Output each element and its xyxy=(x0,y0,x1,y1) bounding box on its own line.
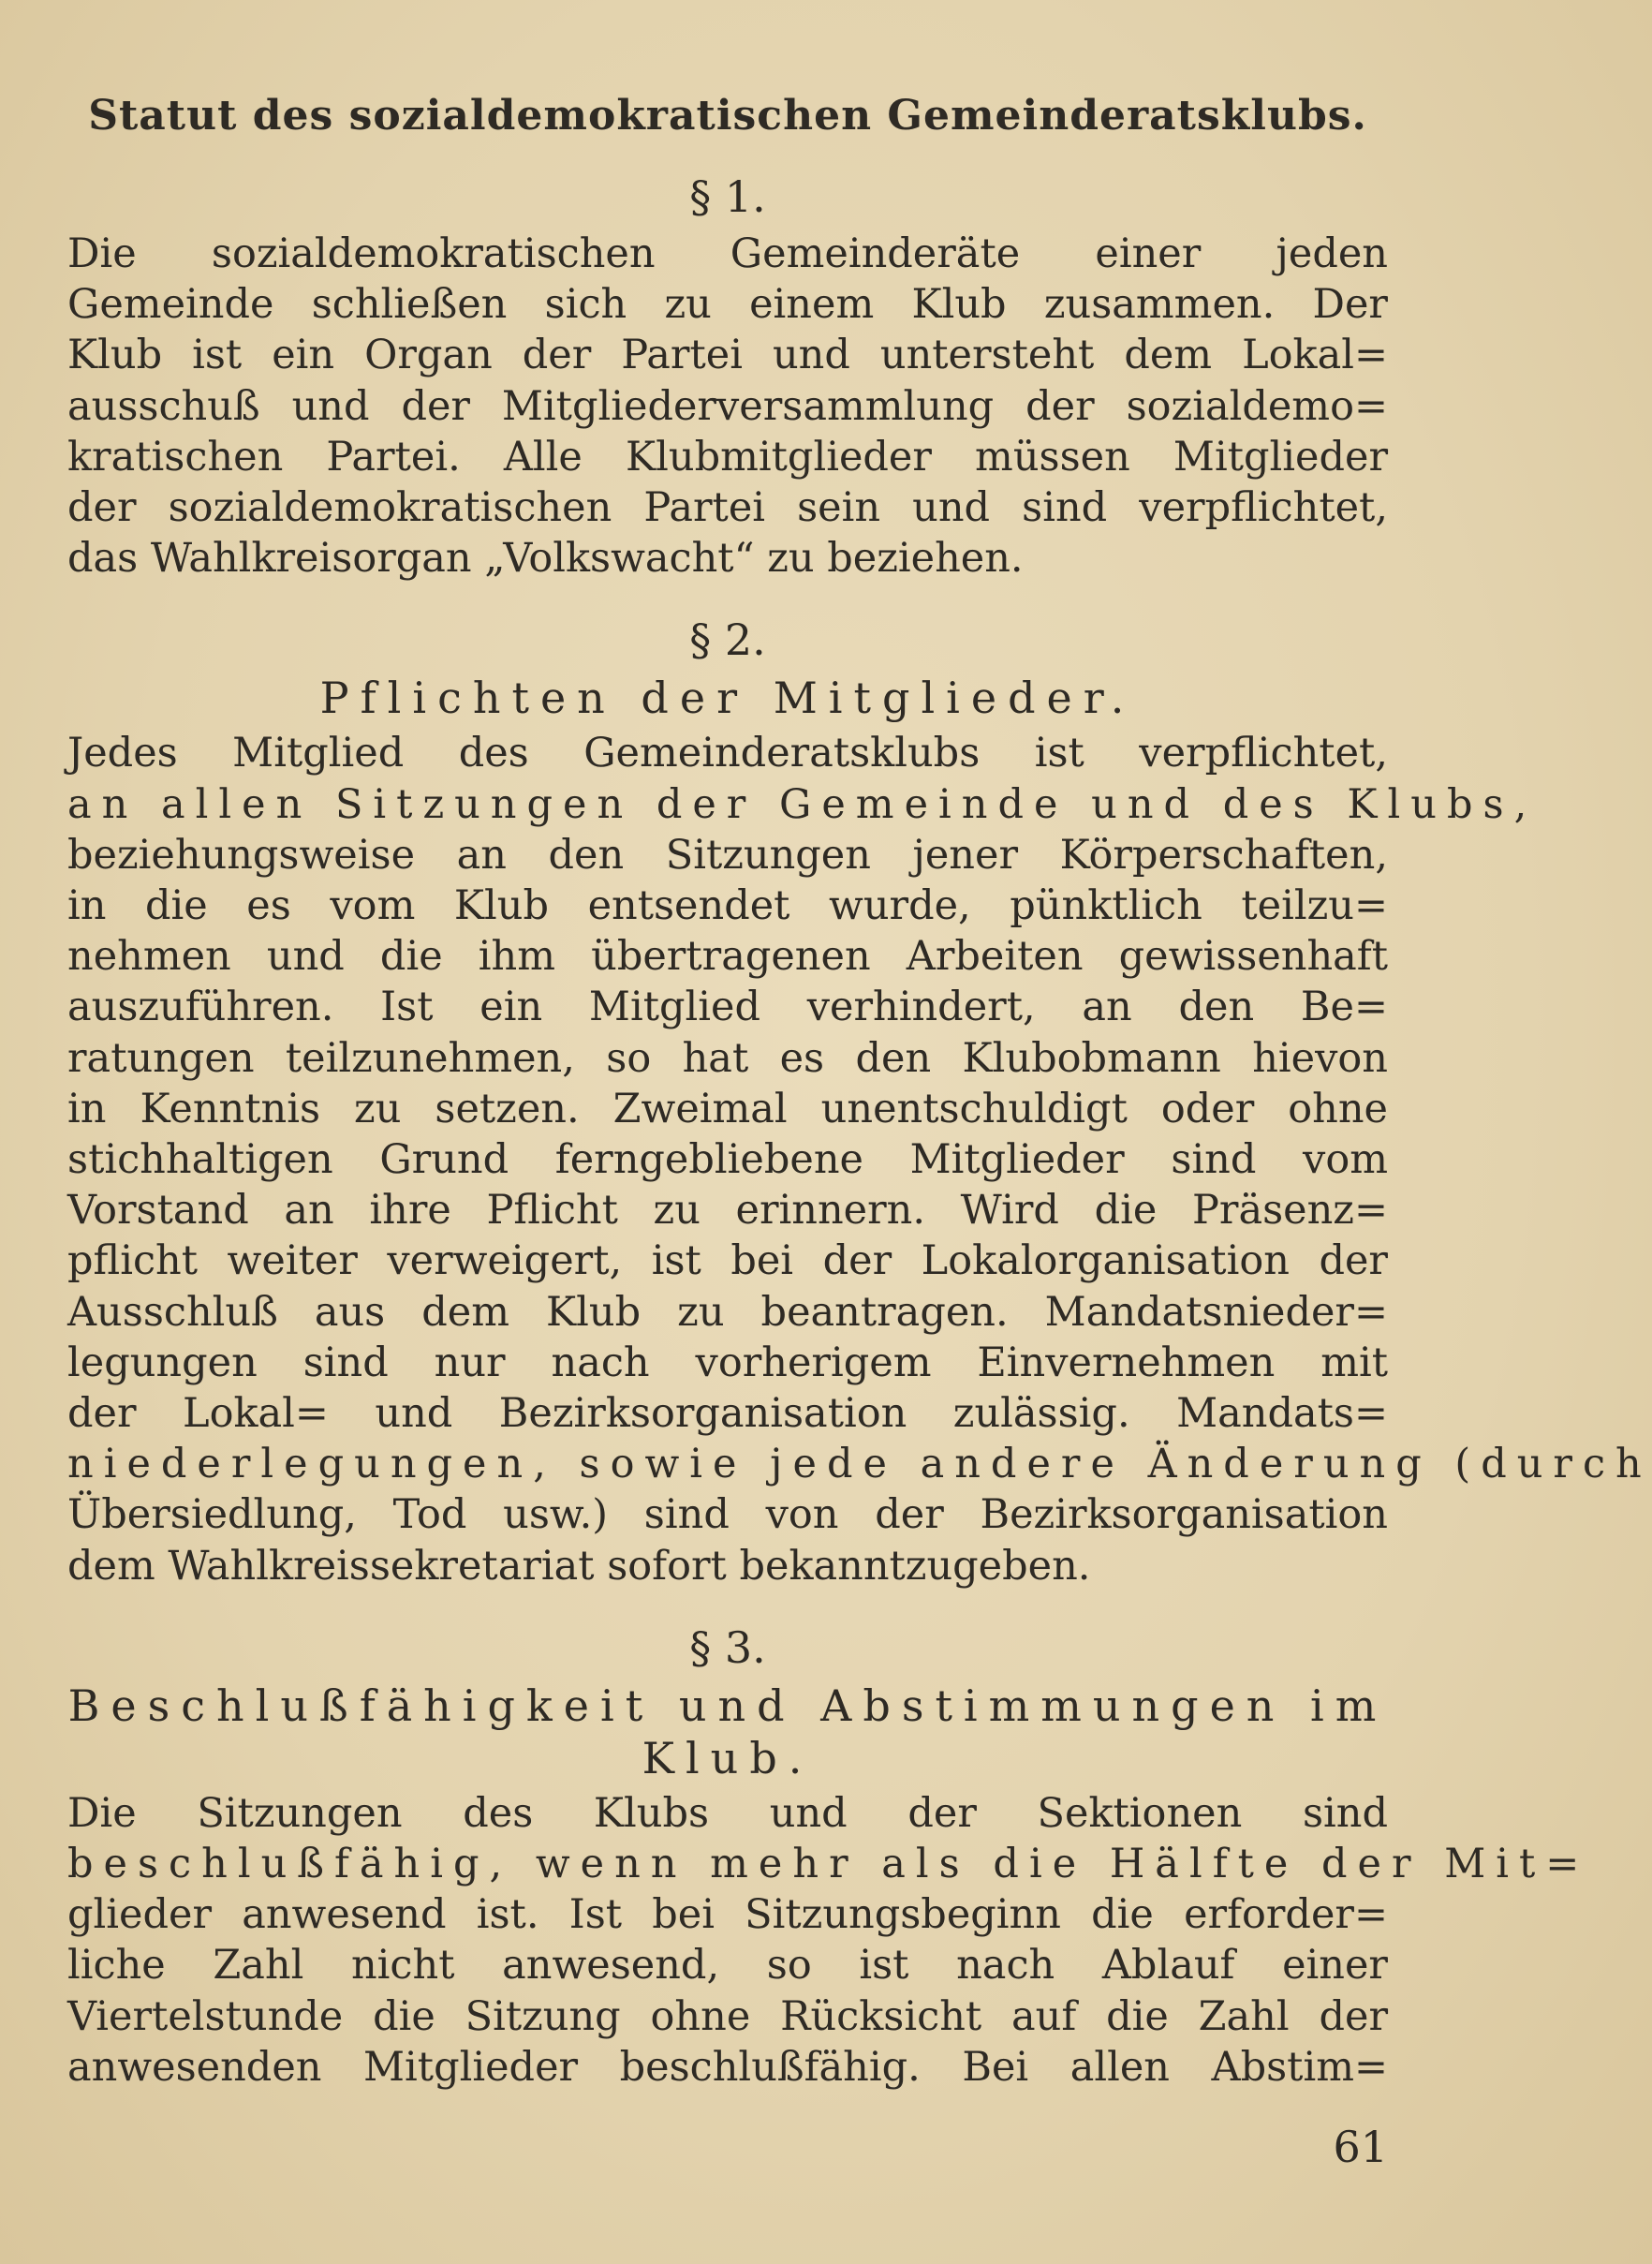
text-line: ratungen teilzunehmen, so hat es den Klubobmann hievon xyxy=(67,1034,1388,1082)
section-number: § 1. xyxy=(689,171,766,222)
section-paragraph xyxy=(67,1788,1590,2093)
text-line: in Kenntnis zu setzen. Zweimal unentschuldigt oder ohne xyxy=(67,1085,1388,1132)
text-line: an allen Sitzungen der Gemeinde und des Klubs, xyxy=(67,780,1538,828)
section-number: § 3. xyxy=(689,1621,766,1673)
page-body xyxy=(67,86,1652,2093)
text-line: auszuführen. Ist ein Mitglied verhindert, an den Be= xyxy=(67,984,1388,1031)
text-line: Übersiedlung, Tod usw.) sind von der Bezirksorganisation xyxy=(67,1491,1388,1539)
section-1 xyxy=(67,165,1388,584)
document-title: Statut des sozialdemokratischen Gemeinderatsklubs. xyxy=(88,92,1367,140)
text-line: beziehungsweise an den Sitzungen jener Körperschaften, xyxy=(67,831,1388,879)
text-line: niederlegungen, sowie jede andere Änderung (durch xyxy=(67,1441,1652,1488)
text-line: beschlußfähig, wenn mehr als die Hälfte der Mit= xyxy=(67,1841,1590,1888)
text-line: anwesenden Mitglieder beschlußfähig. Bei allen Abstim= xyxy=(67,2043,1388,2091)
text-line: Ausschluß aus dem Klub zu beantragen. Mandatsnieder= xyxy=(67,1288,1388,1336)
section-heading: Beschlußfähigkeit und Abstimmungen im Klub. xyxy=(67,1680,1388,1783)
section-paragraph xyxy=(67,728,1652,1591)
text-line: Die Sitzungen des Klubs und der Sektionen sind xyxy=(67,1789,1388,1837)
text-line: Die sozialdemokratischen Gemeinderäte einer jeden xyxy=(67,230,1388,277)
section-paragraph xyxy=(67,229,1388,584)
text-line: nehmen und die ihm übertragenen Arbeiten gewissenhaft xyxy=(67,933,1388,981)
text-line: das Wahlkreisorgan „Volkswacht“ zu beziehen. xyxy=(67,535,1024,583)
text-line: stichhaltigen Grund ferngebliebene Mitglieder sind vom xyxy=(67,1136,1388,1184)
text-line: Jedes Mitglied des Gemeinderatsklubs ist verpflichtet, xyxy=(67,730,1388,777)
text-line: liche Zahl nicht anwesend, so ist nach Ablauf einer xyxy=(67,1942,1388,1990)
section-heading: Pflichten der Mitglieder. xyxy=(319,673,1136,724)
text-line: Gemeinde schließen sich zu einem Klub zusammen. Der xyxy=(67,281,1388,329)
text-line: glieder anwesend ist. Ist bei Sitzungsbeginn die erforder= xyxy=(67,1891,1388,1939)
section-3 xyxy=(67,1616,1590,2093)
text-line: der sozialdemokratischen Partei sein und sind verpflichtet, xyxy=(67,484,1388,532)
text-line: Vorstand an ihre Pflicht zu erinnern. Wird die Präsenz= xyxy=(67,1187,1388,1235)
text-line: legungen sind nur nach vorherigem Einvernehmen mit xyxy=(67,1339,1388,1386)
page-number: 61 xyxy=(1333,2122,1388,2172)
text-line: dem Wahlkreissekretariat sofort bekanntzugeben. xyxy=(67,1542,1091,1590)
section-number: § 2. xyxy=(689,614,766,666)
text-line: Viertelstunde die Sitzung ohne Rücksicht auf die Zahl der xyxy=(67,1992,1388,2040)
text-line: kratischen Partei. Alle Klubmitglieder müssen Mitglieder xyxy=(67,433,1388,481)
text-line: der Lokal= und Bezirksorganisation zulässig. Mandats= xyxy=(67,1390,1388,1438)
section-2 xyxy=(67,608,1652,1591)
text-line: in die es vom Klub entsendet wurde, pünktlich teilzu= xyxy=(67,882,1388,930)
text-line: pflicht weiter verweigert, ist bei der Lokalorganisation der xyxy=(67,1237,1388,1285)
text-line: Klub ist ein Organ der Partei und untersteht dem Lokal= xyxy=(67,332,1388,379)
text-line: ausschuß und der Mitgliederversammlung der sozialdemo= xyxy=(67,382,1388,430)
